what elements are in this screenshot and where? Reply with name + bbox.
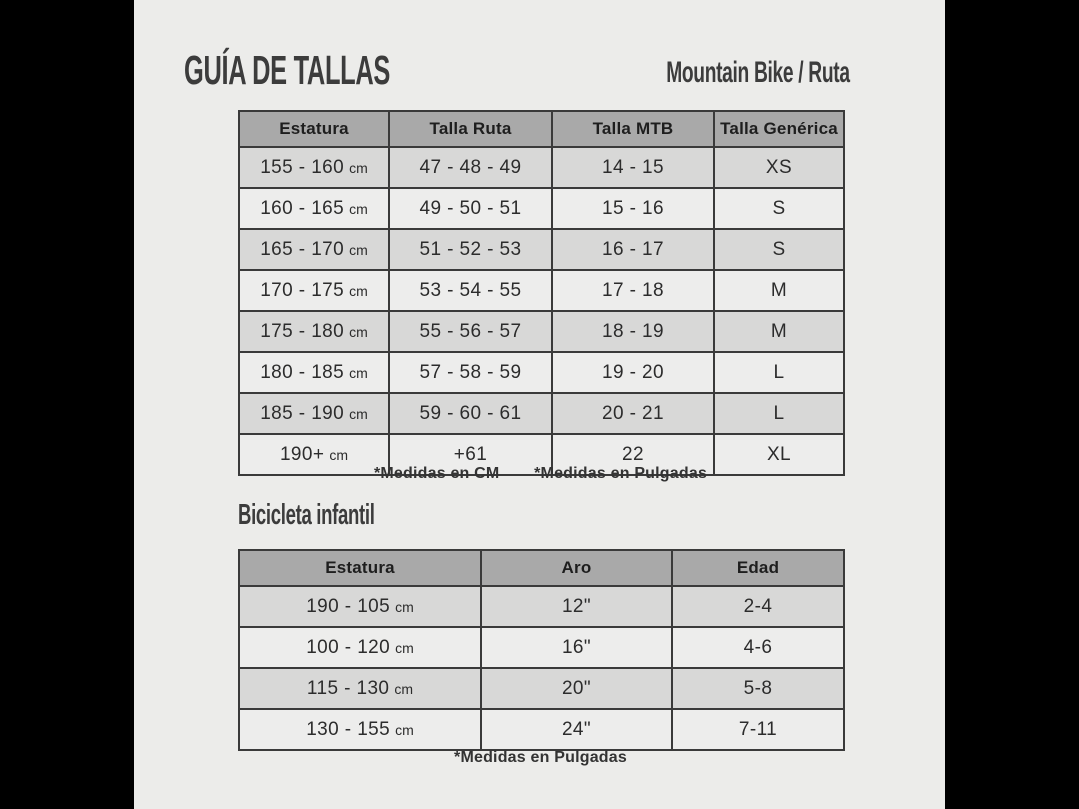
estatura-unit: cm [394,680,414,697]
footnote-medidas-cm: *Medidas en CM [373,465,500,482]
adult-size-table [238,110,845,476]
header-talla-generica: Talla Genérica [714,111,844,147]
adult-table-header-row [239,111,844,147]
table-row [239,352,844,393]
aro-cell: 16" [481,627,672,668]
estatura-value: 165 - 170 [260,238,345,260]
talla-generica-cell: S [714,229,844,270]
estatura-unit: cm [395,721,414,738]
estatura-value: 130 - 155 [306,718,391,740]
estatura-value: 115 - 130 [306,677,390,699]
adult-table-footnotes [238,465,843,483]
header-talla-mtb: Talla MTB [552,111,714,147]
estatura-cell [239,147,389,188]
table-row [239,668,844,709]
kids-table-header-row [239,550,844,586]
talla-mtb-cell: 14 - 15 [552,147,714,188]
estatura-value: 155 - 160 [260,156,345,178]
estatura-cell [239,188,389,229]
table-row [239,229,844,270]
header-talla-ruta: Talla Ruta [389,111,552,147]
estatura-unit: cm [349,241,368,258]
talla-ruta-cell: 59 - 60 - 61 [389,393,552,434]
talla-generica-cell: L [714,393,844,434]
talla-mtb-cell: 16 - 17 [552,229,714,270]
talla-ruta-cell: 51 - 52 - 53 [389,229,552,270]
estatura-value: 185 - 190 [260,402,345,424]
talla-ruta-cell: 57 - 58 - 59 [389,352,552,393]
talla-generica-cell: XL [714,434,844,475]
header-edad: Edad [672,550,844,586]
talla-ruta-cell: 53 - 54 - 55 [389,270,552,311]
header-estatura: Estatura [239,550,481,586]
estatura-cell [239,393,389,434]
estatura-unit: cm [349,364,368,381]
table-row [239,147,844,188]
talla-generica-cell: L [714,352,844,393]
talla-mtb-cell: 19 - 20 [552,352,714,393]
footnote-medidas-pulgadas: *Medidas en Pulgadas [534,465,708,482]
estatura-value: 100 - 120 [306,636,391,658]
page-title: GUÍA DE TALLAS [184,47,391,93]
header-aro: Aro [481,550,672,586]
estatura-unit: cm [395,598,414,615]
estatura-unit: cm [349,323,368,340]
table-row [239,311,844,352]
talla-generica-cell: XS [714,147,844,188]
table-row [239,709,844,750]
aro-cell: 24" [481,709,672,750]
talla-ruta-cell: +61 [389,434,552,475]
talla-mtb-cell: 15 - 16 [552,188,714,229]
aro-cell: 12" [481,586,672,627]
estatura-cell [239,709,481,750]
talla-ruta-cell: 49 - 50 - 51 [389,188,552,229]
kids-size-table [238,549,845,751]
estatura-cell [239,668,481,709]
estatura-value: 160 - 165 [260,197,345,219]
estatura-cell [239,270,389,311]
edad-cell: 2-4 [672,586,844,627]
talla-ruta-cell: 55 - 56 - 57 [389,311,552,352]
estatura-value: 190 - 105 [306,595,391,617]
estatura-value: 190+ [279,443,325,465]
table-row [239,188,844,229]
estatura-value: 170 - 175 [260,279,345,301]
estatura-cell [239,627,481,668]
talla-mtb-cell: 17 - 18 [552,270,714,311]
talla-mtb-cell: 20 - 21 [552,393,714,434]
estatura-unit: cm [349,159,368,176]
table-row [239,393,844,434]
estatura-unit: cm [349,200,368,217]
table-row [239,270,844,311]
estatura-cell [239,352,389,393]
talla-mtb-cell: 18 - 19 [552,311,714,352]
talla-generica-cell: M [714,270,844,311]
estatura-unit: cm [349,282,368,299]
kids-section-title: Bicicleta infantil [238,499,375,531]
talla-mtb-cell: 22 [552,434,714,475]
edad-cell: 7-11 [672,709,844,750]
estatura-cell [239,229,389,270]
estatura-unit: cm [349,405,368,422]
estatura-unit: cm [395,639,414,656]
kids-table-footnote [238,749,843,767]
estatura-value: 180 - 185 [260,361,345,383]
table-row [239,586,844,627]
talla-generica-cell: M [714,311,844,352]
header-estatura: Estatura [239,111,389,147]
aro-cell: 20" [481,668,672,709]
talla-ruta-cell: 47 - 48 - 49 [389,147,552,188]
talla-generica-cell: S [714,188,844,229]
estatura-cell [239,586,481,627]
estatura-cell [239,311,389,352]
page-subtitle: Mountain Bike / Ruta [666,56,850,89]
footnote-medidas-pulgadas: *Medidas en Pulgadas [454,749,627,766]
table-row [239,627,844,668]
edad-cell: 4-6 [672,627,844,668]
estatura-value: 175 - 180 [260,320,345,342]
size-guide-canvas [134,0,945,809]
edad-cell: 5-8 [672,668,844,709]
estatura-unit: cm [329,446,349,463]
